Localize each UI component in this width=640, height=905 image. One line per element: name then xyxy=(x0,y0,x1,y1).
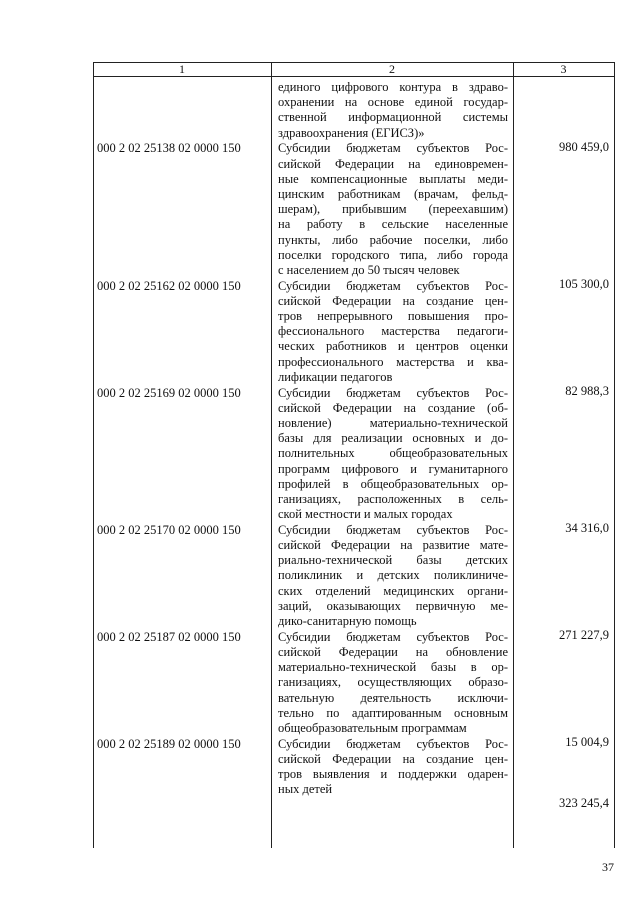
amount: 34 316,0 xyxy=(565,521,609,536)
description-line: Субсидии бюджетам субъектов Рос- xyxy=(278,629,508,644)
description-line: сийской Федерации на обновление xyxy=(278,644,508,659)
budget-code: 000 2 02 25138 02 0000 150 xyxy=(97,141,241,156)
description-line: охранении на основе единой государ- xyxy=(278,95,508,110)
description-line: здравоохранения (ЕГИСЗ)» xyxy=(278,125,425,140)
budget-code: 000 2 02 25162 02 0000 150 xyxy=(97,278,241,293)
description-line: ственной информационной системы xyxy=(278,110,508,125)
amount: 323 245,4 xyxy=(559,796,609,811)
description-line: программ цифрового и гуманитарного xyxy=(278,461,508,476)
description-line: Субсидии бюджетам субъектов Рос- xyxy=(278,141,508,156)
header-column-1: 1 xyxy=(179,62,185,76)
description-line: базы для реализации основных и до- xyxy=(278,431,508,446)
header-column-3: 3 xyxy=(560,62,567,76)
budget-code: 000 2 02 25187 02 0000 150 xyxy=(97,629,241,644)
description xyxy=(278,737,508,798)
description-line: ских отделений медицинских органи- xyxy=(278,583,508,598)
description xyxy=(278,523,508,629)
description-line: Субсидии бюджетам субъектов Рос- xyxy=(278,278,508,293)
description-line: сийской Федерации на развитие мате- xyxy=(278,538,508,552)
amount: 82 988,3 xyxy=(565,383,609,398)
description-line: цинским работникам (врачам, фельд- xyxy=(278,186,508,201)
description-line: Субсидии бюджетам субъектов Рос- xyxy=(278,522,508,537)
description-line: ганизациях, расположенных в сель- xyxy=(278,491,508,506)
header-divider xyxy=(93,76,615,77)
description-line: сийской Федерации на создание (об- xyxy=(278,400,508,415)
description-line: поликлиник и детских поликлиниче- xyxy=(278,568,508,583)
column-divider-2 xyxy=(513,62,514,848)
description-line: ской местности и малых городах xyxy=(278,507,453,522)
amount: 105 300,0 xyxy=(559,276,609,291)
column-divider-1 xyxy=(271,62,272,848)
budget-code: 000 2 02 25189 02 0000 150 xyxy=(97,736,241,751)
description xyxy=(278,141,508,278)
description xyxy=(278,279,508,385)
table-border-left xyxy=(93,62,94,848)
table-border-right xyxy=(614,62,615,848)
description-line: ные компенсационные выплаты меди- xyxy=(278,171,508,186)
budget-table xyxy=(93,62,615,848)
description-line: материально-технической базы в ор- xyxy=(278,660,508,675)
description-line: сийской Федерации на создание цен- xyxy=(278,293,508,308)
description-line: поселки городского типа, либо города xyxy=(278,247,508,262)
description-line: дико-санитарную помощь xyxy=(278,614,417,629)
header-column-2: 2 xyxy=(389,62,395,76)
page-number: 37 xyxy=(602,860,614,874)
description-line: ческих работников и центров оценки xyxy=(278,339,508,354)
description-line: единого цифрового контура в здраво- xyxy=(278,80,508,94)
amount: 980 459,0 xyxy=(559,139,609,154)
description xyxy=(278,386,508,523)
description-line: общеобразовательным программам xyxy=(278,720,467,735)
description-line: Субсидии бюджетам субъектов Рос- xyxy=(278,385,508,400)
description xyxy=(278,630,508,736)
description-line: тров выявления и поддержки одарен- xyxy=(278,767,508,781)
description-line: ных детей xyxy=(278,782,333,797)
description-line: сийской Федерации на единовремен- xyxy=(278,156,508,171)
description-line: профилей в общеобразовательных ор- xyxy=(278,476,508,491)
description-line: пункты, либо рабочие поселки, либо xyxy=(278,232,508,247)
description-line: сийской Федерации на создание цен- xyxy=(278,751,508,766)
description-line: с населением до 50 тысяч человек xyxy=(278,262,460,277)
budget-code: 000 2 02 25169 02 0000 150 xyxy=(97,385,241,400)
description-line: заций, оказывающих первичную ме- xyxy=(278,598,508,613)
description-line: шерам), прибывшим (переехавшим) xyxy=(278,202,508,217)
description-line: риально-технической базы детских xyxy=(278,553,508,568)
budget-code: 000 2 02 25170 02 0000 150 xyxy=(97,522,241,537)
description-line: тельно по адаптированным основным xyxy=(278,705,508,720)
description-line: профессионального мастерства и ква- xyxy=(278,354,508,369)
amount: 15 004,9 xyxy=(565,734,609,749)
description-line: ганизациях, осуществляющих образо- xyxy=(278,675,508,690)
description-line: новление) материально-технической xyxy=(278,415,508,430)
description-line: фессионального мастерства педагоги- xyxy=(278,324,508,339)
description-line: Субсидии бюджетам субъектов Рос- xyxy=(278,736,508,751)
description-line: на работу в сельские населенные xyxy=(278,217,508,232)
amount: 271 227,9 xyxy=(559,627,609,642)
description-line: тров непрерывного повышения про- xyxy=(278,309,508,323)
description-line: полнительных общеобразовательных xyxy=(278,446,508,461)
description xyxy=(278,80,508,141)
description-line: вательную деятельность исключи- xyxy=(278,690,508,705)
description-line: лификации педагогов xyxy=(278,369,393,384)
